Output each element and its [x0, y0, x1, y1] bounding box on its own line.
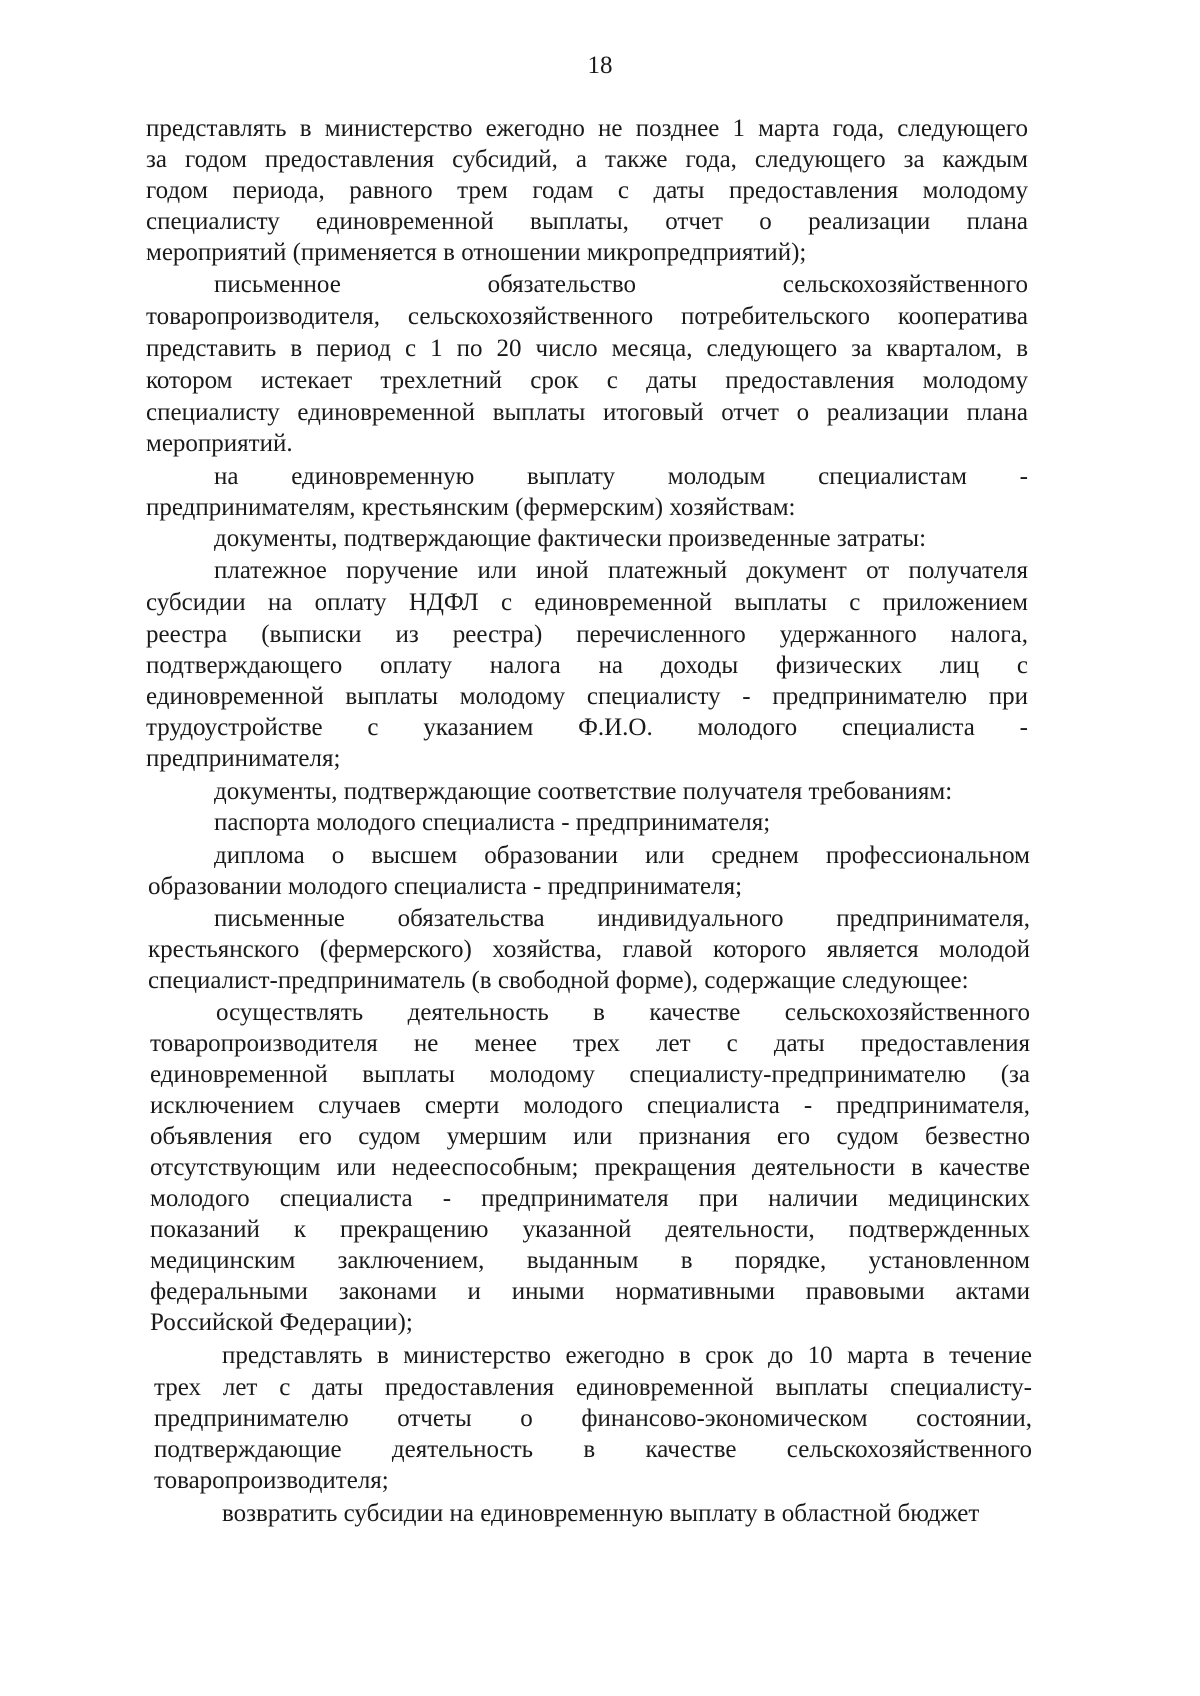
- text-line: специалисту единовременной выплаты итоговый отчет о реализации плана: [146, 399, 1028, 426]
- text-line: осуществлять деятельность в качестве сельскохозяйственного: [216, 999, 1030, 1026]
- text-line: трудоустройстве с указанием Ф.И.О. молодого специалиста -: [146, 714, 1028, 741]
- text-line: мероприятий (применяется в отношении микропредприятий);: [146, 239, 807, 266]
- text-line: предпринимателю отчеты о финансово-экономическом состоянии,: [154, 1405, 1032, 1432]
- text-line: показаний к прекращению указанной деятельности, подтвержденных: [150, 1216, 1030, 1243]
- text-line: образовании молодого специалиста - предпринимателя;: [148, 873, 743, 900]
- text-line: паспорта молодого специалиста - предпринимателя;: [214, 809, 771, 836]
- text-line: предпринимателям, крестьянским (фермерским) хозяйствам:: [146, 494, 796, 521]
- text-line: подтверждающего оплату налога на доходы физических лиц с: [146, 652, 1028, 679]
- text-line: реестра (выписки из реестра) перечисленного удержанного налога,: [146, 621, 1028, 648]
- text-line: платежное поручение или иной платежный документ от получателя: [214, 557, 1028, 584]
- text-line: представлять в министерство ежегодно не позднее 1 марта года, следующего: [146, 115, 1028, 142]
- text-line: товаропроизводителя;: [154, 1467, 389, 1494]
- text-line: крестьянского (фермерского) хозяйства, главой которого является молодой: [148, 936, 1030, 963]
- text-line: специалисту единовременной выплаты, отчет о реализации плана: [146, 208, 1028, 235]
- text-line: исключением случаев смерти молодого специалиста - предпринимателя,: [150, 1092, 1030, 1119]
- text-line: письменное обязательство сельскохозяйственного: [214, 271, 1028, 298]
- text-line: предпринимателя;: [146, 745, 341, 772]
- text-line: федеральными законами и иными нормативными правовыми актами: [150, 1278, 1030, 1305]
- text-line: представить в период с 1 по 20 число месяца, следующего за кварталом, в: [146, 335, 1028, 362]
- text-line: медицинским заключением, выданным в порядке, установленном: [150, 1247, 1030, 1274]
- text-line: товаропроизводителя не менее трех лет с даты предоставления: [150, 1030, 1030, 1057]
- page-number: 18: [587, 52, 613, 79]
- text-line: объявления его судом умершим или признания его судом безвестно: [150, 1123, 1030, 1150]
- text-line: за годом предоставления субсидий, а также года, следующего за каждым: [146, 146, 1028, 173]
- text-line: годом периода, равного трем годам с даты предоставления молодому: [146, 177, 1028, 204]
- text-line: диплома о высшем образовании или среднем профессиональном: [214, 842, 1030, 869]
- text-line: котором истекает трехлетний срок с даты предоставления молодому: [146, 367, 1028, 394]
- text-line: единовременной выплаты молодому специалисту - предпринимателю при: [146, 683, 1028, 710]
- text-line: трех лет с даты предоставления единовременной выплаты специалисту-: [154, 1374, 1032, 1401]
- text-line: документы, подтверждающие соответствие получателя требованиям:: [214, 778, 953, 805]
- text-line: товаропроизводителя, сельскохозяйственного потребительского кооператива: [146, 303, 1028, 330]
- text-line: специалист-предприниматель (в свободной форме), содержащие следующее:: [148, 967, 969, 994]
- text-line: документы, подтверждающие фактически произведенные затраты:: [214, 525, 927, 552]
- text-line: возвратить субсидии на единовременную выплату в областной бюджет: [222, 1500, 980, 1527]
- text-line: отсутствующим или недееспособным; прекращения деятельности в качестве: [150, 1154, 1030, 1181]
- text-line: единовременной выплаты молодому специалисту-предпринимателю (за: [150, 1061, 1030, 1088]
- text-line: представлять в министерство ежегодно в срок до 10 марта в течение: [222, 1342, 1032, 1369]
- text-line: Российской Федерации);: [150, 1309, 413, 1336]
- text-line: письменные обязательства индивидуального предпринимателя,: [214, 905, 1030, 932]
- text-line: подтверждающие деятельность в качестве сельскохозяйственного: [154, 1436, 1032, 1463]
- text-line: на единовременную выплату молодым специалистам -: [214, 463, 1028, 490]
- text-line: мероприятий.: [146, 430, 293, 457]
- text-line: молодого специалиста - предпринимателя при наличии медицинских: [150, 1185, 1030, 1212]
- text-line: субсидии на оплату НДФЛ с единовременной выплаты с приложением: [146, 589, 1028, 616]
